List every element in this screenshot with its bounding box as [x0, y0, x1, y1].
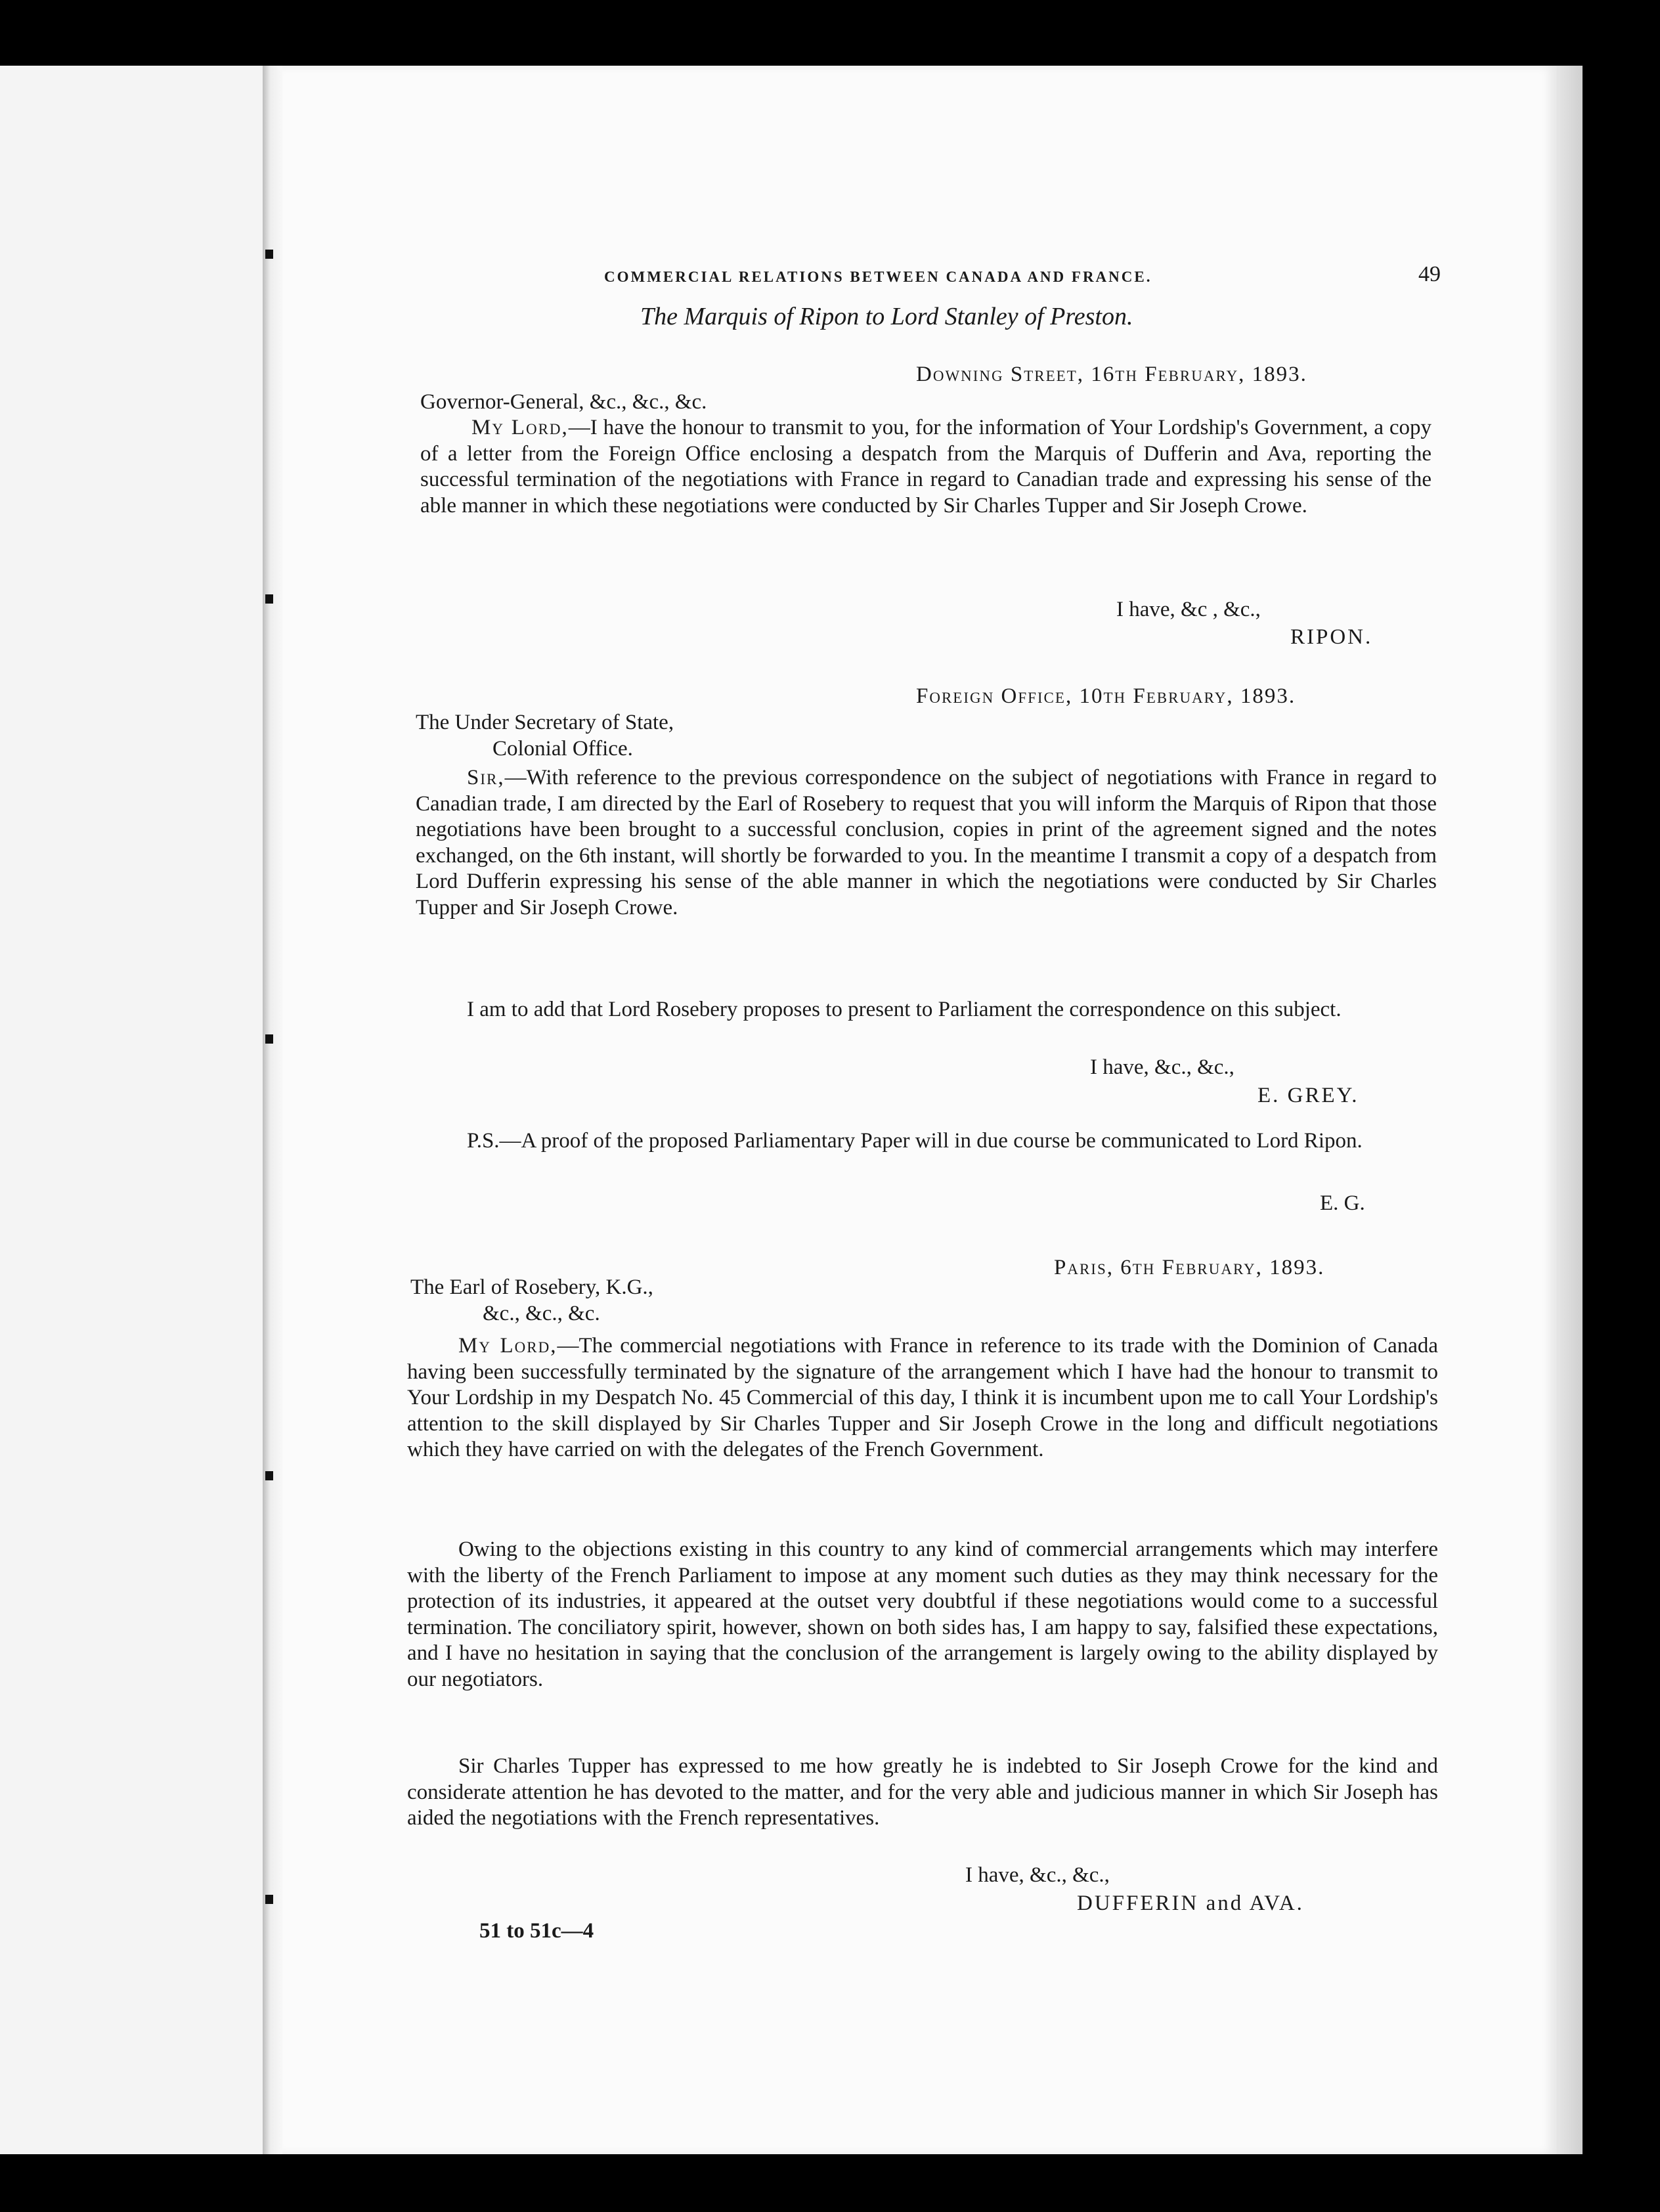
letter3-paragraph — [407, 1333, 1438, 1463]
letter2-postscript: P.S.—A proof of the proposed Parliamentary Paper will in due course be communicated to Lord Ripon. — [467, 1129, 1363, 1153]
page-edge — [1556, 66, 1583, 2154]
letter2-dateline: Foreign Office, 10th February, 1893. — [916, 684, 1296, 708]
footer-signature-mark: 51 to 51c—4 — [479, 1919, 594, 1943]
running-head: COMMERCIAL RELATIONS BETWEEN CANADA AND FRANCE. — [604, 269, 1152, 285]
letter3-addressee: The Earl of Rosebery, K.G., — [410, 1275, 653, 1299]
letter1-addressee: Governor-General, &c., &c., &c. — [420, 390, 707, 414]
margin-mark — [265, 1471, 273, 1480]
letter2-salutation: Sir, — [467, 766, 505, 789]
margin-mark — [265, 594, 273, 604]
margin-mark — [265, 1034, 273, 1044]
facing-page — [0, 66, 263, 2154]
page-gutter — [263, 66, 282, 2154]
letter2-addressee: The Under Secretary of State, — [416, 711, 674, 734]
letter2-closing: I have, &c., &c., — [1090, 1055, 1234, 1079]
letter1-signature: RIPON. — [1290, 625, 1373, 649]
letter2-ps-initials: E. G. — [1320, 1191, 1365, 1215]
letter3-paragraph: Sir Charles Tupper has expressed to me how greatly he is indebted to Sir Joseph Crowe for the kind and considerate attention he has devoted to the matter, and for the very able and judicious manner in which Sir Joseph has aided the negotiations with the French representatives. — [407, 1754, 1438, 1830]
letter-caption: The Marquis of Ripon to Lord Stanley of Preston. — [640, 303, 1133, 330]
page-number: 49 — [1418, 262, 1441, 286]
letter1-salutation: My Lord, — [471, 416, 569, 439]
letter3-signature: DUFFERIN and AVA. — [1077, 1891, 1304, 1915]
letter3-addressee-title: &c., &c., &c. — [483, 1302, 600, 1325]
letter3-paragraph: Owing to the objections existing in this country to any kind of commercial arrangements which may interfere with the liberty of the French Parliament to impose at any moment such duties as they may think necessary for the protection of its industries, it appeared at the outset very doubtful if these negotiations would come to a successful termination. The conciliatory spirit, however, shown on both sides has, I am happy to say, falsified these expectations, and I have no hesitation in saying that the conclusion of the arrangement is largely owing to the ability displayed by our negotiators. — [407, 1537, 1438, 1691]
letter1-dateline: Downing Street, 16th February, 1893. — [916, 363, 1307, 386]
letter1-closing: I have, &c , &c., — [1116, 598, 1261, 621]
letter3-closing: I have, &c., &c., — [965, 1863, 1110, 1887]
letter2-paragraph — [416, 765, 1437, 921]
margin-mark — [265, 1895, 273, 1904]
letter3-paragraph1-text: —The commercial negotiations with France in reference to its trade with the Dominion of Canada having been successfully terminated by the signature of the arrangement which I have had the honour to transmit to Your Lordship in my Despatch No. 45 Commercial of this day, I think it is incumbent upon me to call Your Lordship's attention to the skill displayed by Sir Charles Tupper and Sir Joseph Crowe in the long and difficult negotiations which they have carried on with the delegates of the French Government. — [407, 1334, 1439, 1461]
letter3-dateline: Paris, 6th February, 1893. — [1054, 1256, 1325, 1279]
margin-mark — [265, 250, 273, 259]
letter2-paragraph: I am to add that Lord Rosebery proposes to present to Parliament the correspondence on this subject. — [467, 998, 1342, 1021]
letter2-addressee-office: Colonial Office. — [492, 737, 633, 761]
letter3-salutation: My Lord, — [458, 1334, 557, 1358]
letter1-body — [420, 415, 1431, 519]
letter2-paragraph1-text: —With reference to the previous correspondence on the subject of negotiations with France in regard to Canadian trade, I am directed by the Earl of Rosebery to request that you will inform the Marquis of Ripon that those negotiations have been brought to a successful conclusion, copies in print of the agreement signed and the notes exchanged, on the 6th instant, will shortly be forwarded to you. In the meantime I transmit a copy of a despatch from Lord Dufferin expressing his sense of the able manner in which the negotiations were conducted by Sir Charles Tupper and Sir Joseph Crowe. — [416, 766, 1437, 919]
letter1-body-text: —I have the honour to transmit to you, for the information of Your Lordship's Government, a copy of a letter from the Foreign Office enclosing a despatch from the Marquis of Dufferin and Ava, reporting the successful termination of the negotiations with France in regard to Canadian trade and expressing his sense of the able manner in which these negotiations were conducted by Sir Charles Tupper and Sir Joseph Crowe. — [420, 416, 1431, 518]
letter2-signature: E. GREY. — [1257, 1084, 1359, 1107]
